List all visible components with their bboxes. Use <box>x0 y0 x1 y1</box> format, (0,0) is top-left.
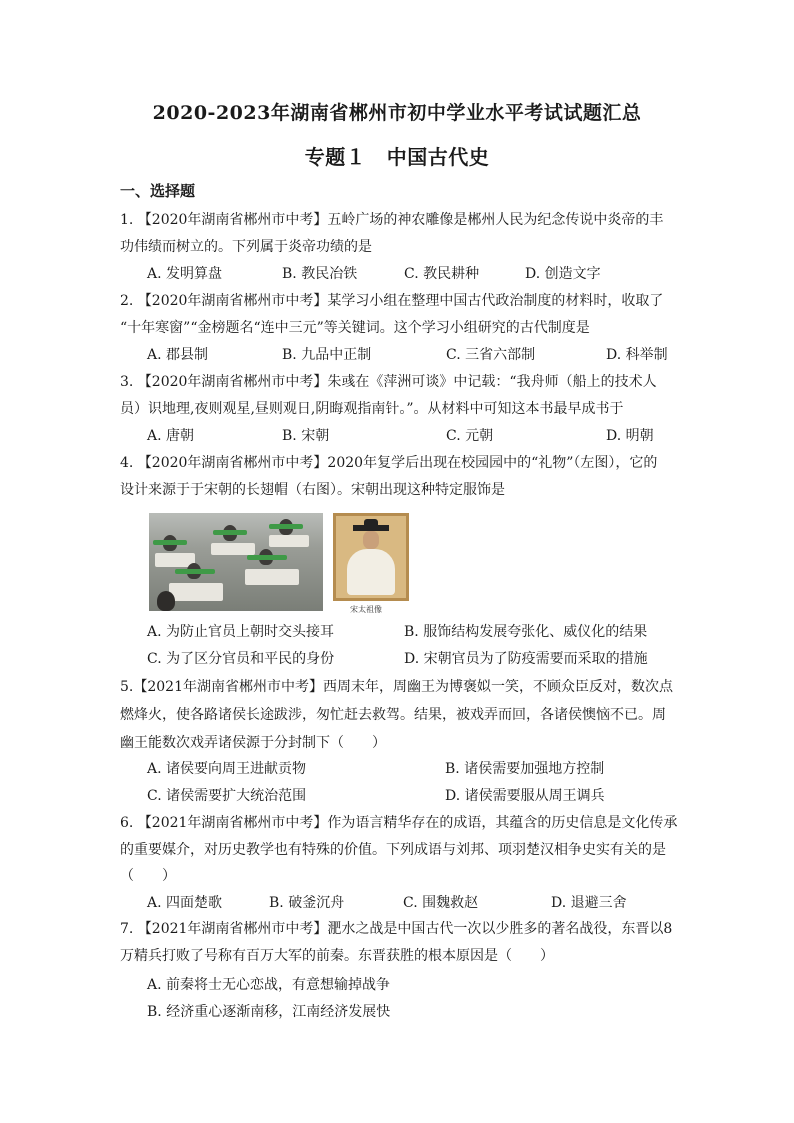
option-a: A. 为防止官员上朝时交头接耳 <box>147 624 335 640</box>
question-line: 的重要媒介，对历史教学也有特殊的价值。下列成语与刘邦、项羽楚汉相争史实有关的是 <box>120 842 666 858</box>
option-b: B. 诸侯需要加强地方控制 <box>445 761 605 777</box>
doc-title: 2020-2023年湖南省郴州市初中学业水平考试试题汇总 <box>152 102 642 124</box>
doc-subtitle: 专题１ 中国古代史 <box>304 145 490 169</box>
question-line: 5.【2021年湖南省郴州市中考】西周末年，周幽王为博褒姒一笑，不顾众臣反对，数次点 <box>120 679 673 695</box>
option-b: B. 破釜沉舟 <box>269 895 345 911</box>
question-line: 7. 【2021年湖南省郴州市中考】淝水之战是中国古代一次以少胜多的著名战役，东晋以8 <box>120 921 673 937</box>
question-line: 设计来源于于宋朝的长翅帽（右图）。宋朝出现这种特定服饰是 <box>120 482 505 498</box>
option-a: A. 郡县制 <box>147 347 209 363</box>
option-d: D. 诸侯需要服从周王调兵 <box>445 788 605 804</box>
option-c: C. 围魏救赵 <box>403 895 479 911</box>
option-c: C. 为了区分官员和平民的身份 <box>147 651 335 667</box>
option-b: B. 宋朝 <box>282 428 330 444</box>
option-d: D. 明朝 <box>606 428 654 444</box>
option-c: C. 教民耕种 <box>404 266 480 282</box>
option-c: C. 诸侯需要扩大统治范围 <box>147 788 307 804</box>
portrait-caption: 宋太祖像 <box>350 605 382 614</box>
question-line: “十年寒窗”“金榜题名“连中三元”等关键词。这个学习小组研究的古代制度是 <box>120 320 590 336</box>
option-a: A. 前秦将士无心恋战，有意想输掉战争 <box>147 977 391 993</box>
question-line: 功伟绩而树立的。下列属于炎帝功绩的是 <box>120 239 372 255</box>
question-line: （ ） <box>120 868 176 884</box>
option-d: D. 创造文字 <box>525 266 601 282</box>
question-line: 6. 【2021年湖南省郴州市中考】作为语言精华存在的成语，其蕴含的历史信息是文化传承 <box>120 815 678 831</box>
option-a: A. 唐朝 <box>147 428 195 444</box>
question-line: 2. 【2020年湖南省郴州市中考】某学习小组在整理中国古代政治制度的材料时，收取了 <box>120 293 664 309</box>
option-b: B. 经济重心逐渐南移，江南经济发展快 <box>147 1004 391 1020</box>
classroom-photo <box>149 513 323 611</box>
option-d: D. 宋朝官员为了防疫需要而采取的措施 <box>404 651 648 667</box>
question-line: 3. 【2020年湖南省郴州市中考】朱彧在《萍洲可谈》中记载：“我舟师（船上的技术人 <box>120 374 657 390</box>
question-line: 燃烽火，使各路诸侯长途跋涉，匆忙赶去救驾。结果，被戏弄而回，各诸侯懊恼不已。周 <box>120 707 666 723</box>
question-line: 4. 【2020年湖南省郴州市中考】2020年复学后出现在校园园中的“礼物”（左图），它的 <box>120 455 658 471</box>
option-b: B. 教民冶铁 <box>282 266 358 282</box>
option-a: A. 发明算盘 <box>147 266 223 282</box>
option-c: C. 三省六部制 <box>446 347 536 363</box>
question-line: 员）识地理,夜则观星,昼则观日,阴晦观指南针。”。从材料中可知这本书最早成书于 <box>120 401 624 417</box>
option-d: D. 科举制 <box>606 347 668 363</box>
section-heading: 一、选择题 <box>120 182 196 200</box>
question-line: 1. 【2020年湖南省郴州市中考】五岭广场的神农雕像是郴州人民为纪念传说中炎帝的丰 <box>120 212 664 228</box>
option-c: C. 元朝 <box>446 428 494 444</box>
option-a: A. 四面楚歌 <box>147 895 223 911</box>
option-b: B. 九品中正制 <box>282 347 372 363</box>
question-line: 幽王能数次戏弄诸侯源于分封制下（ ） <box>120 735 386 751</box>
option-a: A. 诸侯要向周王进献贡物 <box>147 761 307 777</box>
option-b: B. 服饰结构发展夸张化、威仪化的结果 <box>404 624 648 640</box>
song-taizu-portrait <box>333 513 409 601</box>
question-line: 万精兵打败了号称有百万大军的前秦。东晋获胜的根本原因是（ ） <box>120 948 554 964</box>
option-d: D. 退避三舍 <box>551 895 627 911</box>
